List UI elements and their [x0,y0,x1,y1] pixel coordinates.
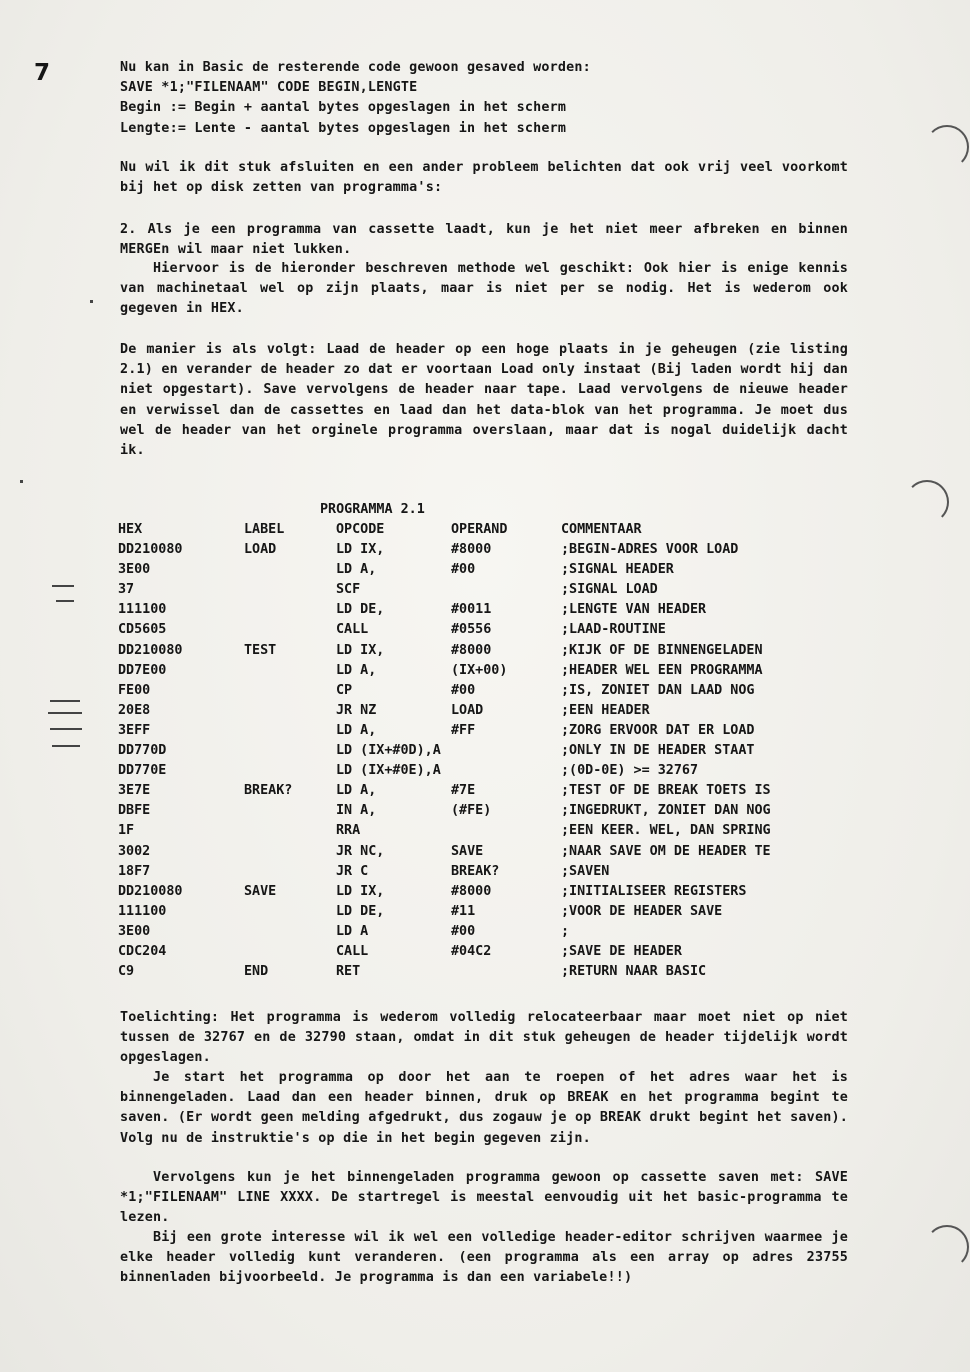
listing-row [118,844,871,864]
listing-row [118,783,871,803]
listing-row [118,582,871,602]
row-opcode: LD (IX+#0E),A [336,763,441,779]
row-label [244,683,336,703]
scan-mark [52,585,74,587]
row-comment: ; [561,923,570,939]
listing-row [118,904,871,924]
intro-line-2: SAVE *1;"FILENAAM" CODE BEGIN,LENGTE [120,80,418,96]
listing-row [118,964,871,984]
scan-mark [52,745,80,747]
row-opcode: LD A [336,923,369,939]
row-comment: ;INGEDRUKT, ZONIET DAN NOG [561,803,771,819]
row-operand: #00 [451,923,476,939]
row-comment: ;LAAD-ROUTINE [561,622,666,638]
row-hex: DD210080 [118,883,183,899]
row-label: SAVE [244,883,277,899]
row-hex: 3E00 [118,562,151,578]
row-operand [451,743,561,763]
row-operand: #04C2 [451,943,492,959]
row-opcode: RET [336,964,361,980]
row-hex: CDC204 [118,943,167,959]
row-opcode: JR NC, [336,843,385,859]
row-comment: ;VOOR DE HEADER SAVE [561,903,723,919]
row-hex: 3E7E [118,783,151,799]
row-operand: (#FE) [451,803,492,819]
row-opcode: JR C [336,863,369,879]
row-opcode: SCF [336,582,361,598]
row-label [244,582,336,602]
row-operand: #0011 [451,602,492,618]
listing-row [118,884,871,904]
listing-table [118,522,871,984]
row-opcode: JR NZ [336,702,377,718]
scan-mark [50,700,80,702]
row-label [244,924,336,944]
row-hex: DD770D [118,743,167,759]
listing-row [118,944,871,964]
row-label [244,944,336,964]
row-hex: 3EFF [118,722,151,738]
row-hex: DD770E [118,763,167,779]
row-label [244,602,336,622]
paragraph-afsluiten: Nu wil ik dit stuk afsluiten en een ander probleem belichten dat ook vrij veel voorkomt bij het op disk zetten van programma's: [120,160,848,196]
row-hex: DD210080 [118,542,183,558]
row-label [244,823,336,843]
listing-row [118,683,871,703]
row-operand: #8000 [451,883,492,899]
row-opcode: LD A, [336,662,377,678]
row-comment: ;ONLY IN DE HEADER STAAT [561,743,755,759]
row-operand [451,964,561,984]
row-hex: C9 [118,964,135,980]
paragraph-vervolgens: Vervolgens kun je het binnengeladen programma gewoon op cassette saven met: SAVE *1;"FILENAAM" LINE XXXX. De startregel is meestal eenvoudig uit het basic-programma te lezen. [120,1170,848,1226]
row-opcode: CALL [336,943,369,959]
row-hex: 111100 [118,903,167,919]
row-label [244,622,336,642]
listing-header-row [118,522,871,542]
row-comment: ;(0D-0E) >= 32767 [561,763,699,779]
row-hex: FE00 [118,682,151,698]
row-comment: ;SIGNAL HEADER [561,562,674,578]
row-label: TEST [244,642,277,658]
row-hex: 1F [118,823,135,839]
listing-row [118,622,871,642]
listing-row [118,803,871,823]
row-label: BREAK? [244,783,293,799]
row-hex: 18F7 [118,863,151,879]
header-label: LABEL [244,522,285,537]
row-comment: ;KIJK OF DE BINNENGELADEN [561,642,763,658]
listing-row [118,823,871,843]
row-opcode: CP [336,682,353,698]
listing-row [118,703,871,723]
row-label: LOAD [244,542,277,558]
row-opcode: LD (IX+#0D),A [336,743,441,759]
intro-block [120,58,848,139]
row-opcode: CALL [336,622,369,638]
row-operand: SAVE [451,843,484,859]
row-comment: ;BEGIN-ADRES VOOR LOAD [561,542,739,558]
row-comment: ;SAVEN [561,863,610,879]
row-comment: ;HEADER WEL EEN PROGRAMMA [561,662,763,678]
row-label [244,663,336,683]
listing-row [118,663,871,683]
row-comment: ;EEN KEER. WEL, DAN SPRING [561,823,771,839]
row-label [244,844,336,864]
row-operand: #8000 [451,542,492,558]
row-operand: LOAD [451,702,484,718]
row-operand: #FF [451,722,476,738]
row-opcode: LD IX, [336,642,385,658]
row-comment: ;TEST OF DE BREAK TOETS IS [561,783,771,799]
row-hex: 3E00 [118,923,151,939]
header-operand: OPERAND [451,522,508,537]
listing-row [118,763,871,783]
row-label [244,803,336,823]
row-opcode: LD DE, [336,903,385,919]
row-operand: (IX+00) [451,662,508,678]
row-hex: 37 [118,582,135,598]
listing-row [118,542,871,562]
listing-row [118,602,871,622]
row-comment: ;NAAR SAVE OM DE HEADER TE [561,843,771,859]
row-opcode: LD A, [336,722,377,738]
row-operand: #8000 [451,642,492,658]
row-opcode: IN A, [336,803,377,819]
scan-mark [20,480,23,483]
listing-row [118,723,871,743]
row-operand: #00 [451,682,476,698]
row-operand [451,763,561,783]
row-comment: ;ZORG ERVOOR DAT ER LOAD [561,722,755,738]
row-label [244,723,336,743]
header-commentaar: COMMENTAAR [561,522,642,537]
paragraph-start: Je start het programma op door het aan te roepen of het adres waar het is binnengeladen. Laad dan een header binnen, druk op BREAK en het programma begint te saven. (Er wordt geen melding afgedrukt, dus zogauw je op BREAK drukt begint het saven). Volg nu de instruktie's op die in het begin gegeven zijn. [120,1070,848,1146]
binder-hole-mark [905,480,949,524]
row-comment: ;IS, ZONIET DAN LAAD NOG [561,682,755,698]
intro-line-3: Begin := Begin + aantal bytes opgeslagen in het scherm [120,100,567,116]
row-comment: ;LENGTE VAN HEADER [561,602,707,618]
scan-mark [50,728,82,730]
row-opcode: LD IX, [336,883,385,899]
row-operand: #00 [451,562,476,578]
listing-row [118,864,871,884]
listing-title: PROGRAMMA 2.1 [320,502,425,517]
row-comment: ;SAVE DE HEADER [561,943,682,959]
row-comment: ;RETURN NAAR BASIC [561,964,707,980]
listing-row [118,924,871,944]
paragraph-manier: De manier is als volgt: Laad de header op een hoge plaats in je geheugen (zie listing 2.1) en verander de header zo dat er voortaan Load only instaat (Bij laden wordt hij dan niet opgestart). Save vervolgens de header naar tape. Laad vervolgens de nieuwe header en verwissel dan de cassettes en laad dan het data-blok van het programma. Je moet dus wel de header van het orginele programma overslaan, maar dat is nogal duidelijk dacht ik. [120,342,848,459]
scan-mark [56,600,74,602]
paragraph-punt-2: 2. Als je een programma van cassette laadt, kun je het niet meer afbreken en binnen MERGEn wil maar niet lukken. [120,222,848,258]
scan-mark [48,712,82,714]
scan-mark [90,300,93,303]
row-comment: ;SIGNAL LOAD [561,582,658,598]
row-operand: #0556 [451,622,492,638]
paragraph-interesse: Bij een grote interesse wil ik wel een volledige header-editor schrijven waarmee je elke header volledig kunt veranderen. (een programma als een array op adres 23755 binnenladen bijvoorbeeld. Je programma is dan een variabele!!) [120,1230,848,1286]
row-operand [451,823,561,843]
row-label [244,703,336,723]
row-opcode: LD A, [336,783,377,799]
intro-line-1: Nu kan in Basic de resterende code gewoon gesaved worden: [120,60,591,75]
row-hex: CD5605 [118,622,167,638]
row-operand: #7E [451,783,476,799]
row-hex: 3002 [118,843,151,859]
binder-hole-mark [925,125,969,169]
intro-line-4: Lengte:= Lente - aantal bytes opgeslagen in het scherm [120,120,567,136]
page-number: 7 [34,60,51,86]
row-comment: ;EEN HEADER [561,702,650,718]
listing-row [118,743,871,763]
row-hex: DD210080 [118,642,183,658]
row-hex: 111100 [118,602,167,618]
row-operand: #11 [451,903,476,919]
row-comment: ;INITIALISEER REGISTERS [561,883,747,899]
header-hex: HEX [118,522,143,537]
binder-hole-mark [925,1225,969,1269]
row-label [244,904,336,924]
row-label [244,562,336,582]
paragraph-hiervoor: Hiervoor is de hieronder beschreven methode wel geschikt: Ook hier is enige kennis van machinetaal wel op zijn plaats, maar is niet per se nodig. Het is wederom ook gegeven in HEX. [120,261,848,317]
listing-row [118,643,871,663]
row-opcode: LD A, [336,562,377,578]
paragraph-toelichting: Toelichting: Het programma is wederom volledig relocateerbaar maar moet niet op niet tussen de 32767 en de 32790 staan, omdat in dit stuk geheugen de header tijdelijk wordt opgeslagen. [120,1010,848,1066]
row-operand: BREAK? [451,863,500,879]
row-label [244,864,336,884]
row-operand [451,582,561,602]
row-hex: DBFE [118,803,151,819]
header-opcode: OPCODE [336,522,385,537]
row-opcode: LD IX, [336,542,385,558]
row-opcode: RRA [336,823,361,839]
listing-row [118,562,871,582]
row-opcode: LD DE, [336,602,385,618]
row-hex: DD7E00 [118,662,167,678]
row-hex: 20E8 [118,702,151,718]
row-label: END [244,964,269,980]
row-label [244,743,336,763]
row-label [244,763,336,783]
